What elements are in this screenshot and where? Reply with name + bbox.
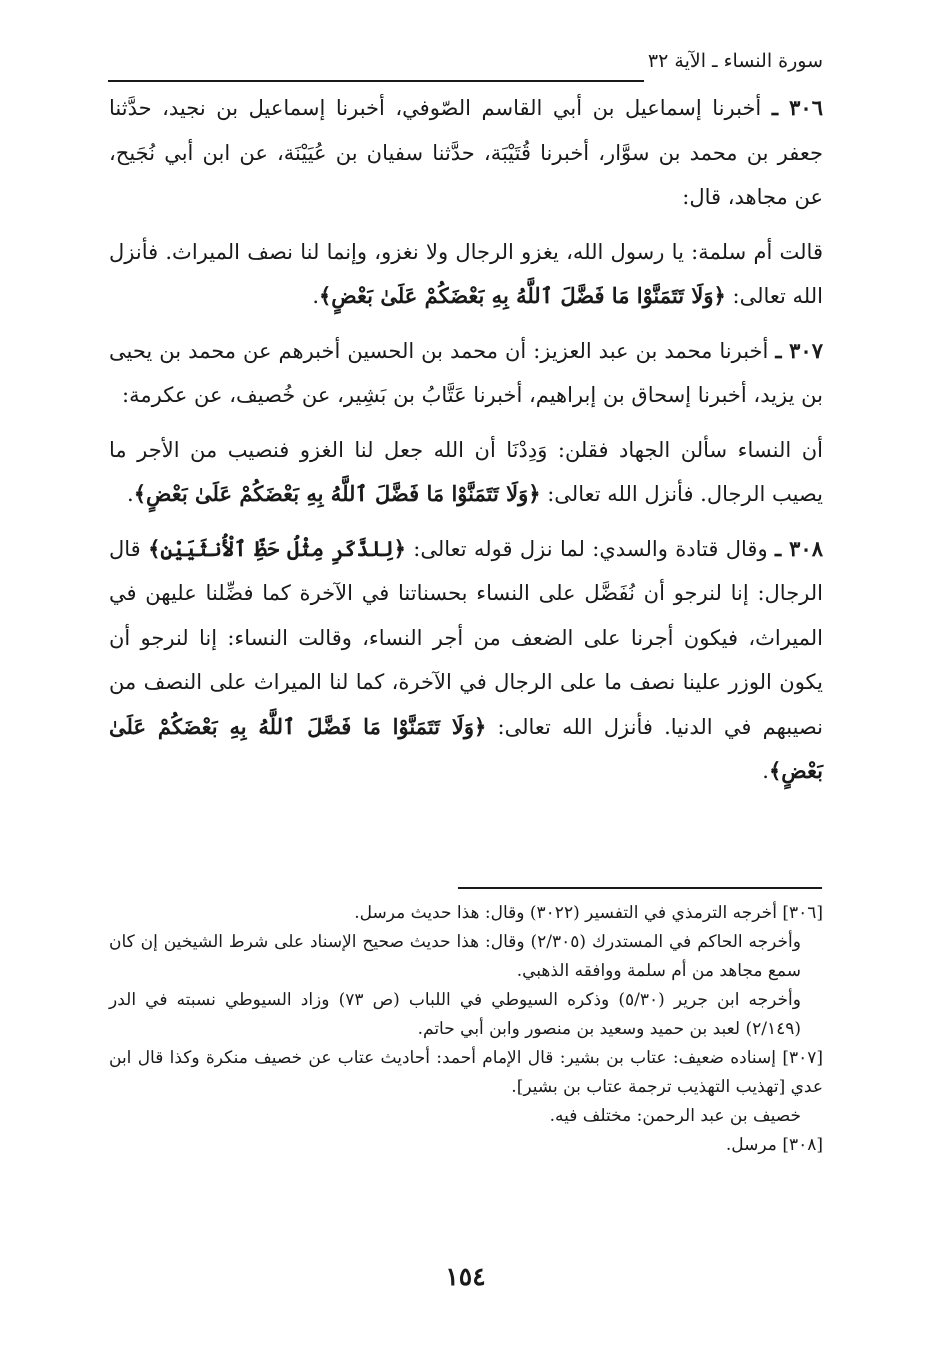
hadith-307-matn xyxy=(109,428,823,517)
quran-verse: ﴿وَلَا تَتَمَنَّوْا مَا فَضَّلَ ٱللَّهُ بِهِ بَعْضَكُمْ عَلَىٰ بَعْضٍ﴾ xyxy=(319,283,726,308)
full-stop: . xyxy=(762,759,769,783)
footnote: [٣٠٧] إسناده ضعيف: عتاب بن بشير: قال الإمام أحمد: أحاديث عتاب عن خصيف منكرة وكذا قال ابن عدي [تهذيب التهذيب ترجمة عتاب بن بشير]. xyxy=(109,1048,823,1097)
hadith-308 xyxy=(109,527,823,794)
hadith-number: ٣٠٨ ـ xyxy=(774,535,823,561)
narration-text: قال الرجال: إنا لنرجو أن نُفَضَّل على النساء بحسناتنا في الآخرة كما فضِّلنا عليهن في الميراث، فيكون أجرنا على الضعف من أجر النساء، وقالت النساء: إنا لنرجو أن يكون الوزر علينا نصف ما على الرجال في الآخرة، كما لنا الميراث على النصف من نصيبهم في الدنيا. فأنزل الله تعالى: xyxy=(109,536,823,739)
footnote-separator xyxy=(458,887,822,889)
quran-verse: ﴿لِلذَّكَرِ مِثْلُ حَظِّ ٱلْأُنثَيَيْنِ﴾ xyxy=(148,535,406,561)
narration-text: وقال قتادة والسدي: لما نزل قوله تعالى: xyxy=(413,536,768,561)
header-rule xyxy=(108,80,644,82)
footnote: [٣٠٦] أخرجه الترمذي في التفسير (٣٠٢٢) وقال: هذا حديث مرسل. xyxy=(354,903,823,923)
quran-verse: ﴿وَلَا تَتَمَنَّوْا مَا فَضَّلَ ٱللَّهُ بِهِ بَعْضَكُمْ عَلَىٰ بَعْضٍ﴾ xyxy=(133,481,541,506)
hadith-307-isnad xyxy=(109,329,823,418)
isnad-text: أخبرنا محمد بن عبد العزيز: أن محمد بن الحسين أخبرهم عن محمد بن يحيى بن يزيد، أخبرنا إسحاق بن إبراهيم، أخبرنا عَتَّابُ بن بَشِير، عن خُصيف، عن عكرمة: xyxy=(109,338,823,407)
matn-text: قالت أم سلمة: يا رسول الله، يغزو الرجال ولا نغزو، وإنما لنا نصف الميراث. فأنزل الله تعالى: xyxy=(109,239,823,308)
hadith-number: ٣٠٦ ـ xyxy=(771,95,823,120)
main-text xyxy=(109,86,823,804)
header-title: سورة النساء ـ الآية ٣٢ xyxy=(647,50,823,72)
quran-verse: ﴿وَلَا تَتَمَنَّوْا مَا فَضَّلَ ٱللَّهُ بِهِ بَعْضَكُمْ عَلَىٰ بَعْضٍ﴾ xyxy=(109,713,823,783)
hadith-306-matn xyxy=(109,230,823,319)
hadith-number: ٣٠٧ ـ xyxy=(775,337,823,363)
matn-text: أن النساء سألن الجهاد فقلن: وَدِدْنَا أن الله جعل لنا الغزو فنصيب من الأجر ما يصيب الرجال. فأنزل الله تعالى: xyxy=(109,437,823,506)
footnote: خصيف بن عبد الرحمن: مختلف فيه. xyxy=(549,1106,801,1126)
footnote: [٣٠٨] مرسل. xyxy=(725,1135,823,1155)
footnote: وأخرجه ابن جرير (٥/٣٠) وذكره السيوطي في اللباب (ص ٧٣) وزاد السيوطي نسبته في الدر (٢/١٤٩) لعبد بن حميد وسعيد بن منصور وابن أبي حاتم. xyxy=(109,990,801,1039)
full-stop: . xyxy=(127,482,134,506)
footnotes xyxy=(109,899,823,1160)
hadith-306-isnad xyxy=(109,86,823,220)
page-number: ١٥٤ xyxy=(445,1262,486,1291)
full-stop: . xyxy=(312,284,319,308)
isnad-text: أخبرنا إسماعيل بن أبي القاسم الصّوفي، أخبرنا إسماعيل بن نجيد، حدَّثنا جعفر بن محمد بن سوَّار، أخبرنا قُتَيْبَة، حدَّثنا سفيان بن عُيَيْنَة، عن ابن أبي نُجَيح، عن مجاهد، قال: xyxy=(109,96,823,209)
footnote: وأخرجه الحاكم في المستدرك (٢/٣٠٥) وقال: هذا حديث صحيح الإسناد على شرط الشيخين إن كان سمع مجاهد من أم سلمة ووافقه الذهبي. xyxy=(109,932,801,981)
running-header xyxy=(109,46,823,76)
